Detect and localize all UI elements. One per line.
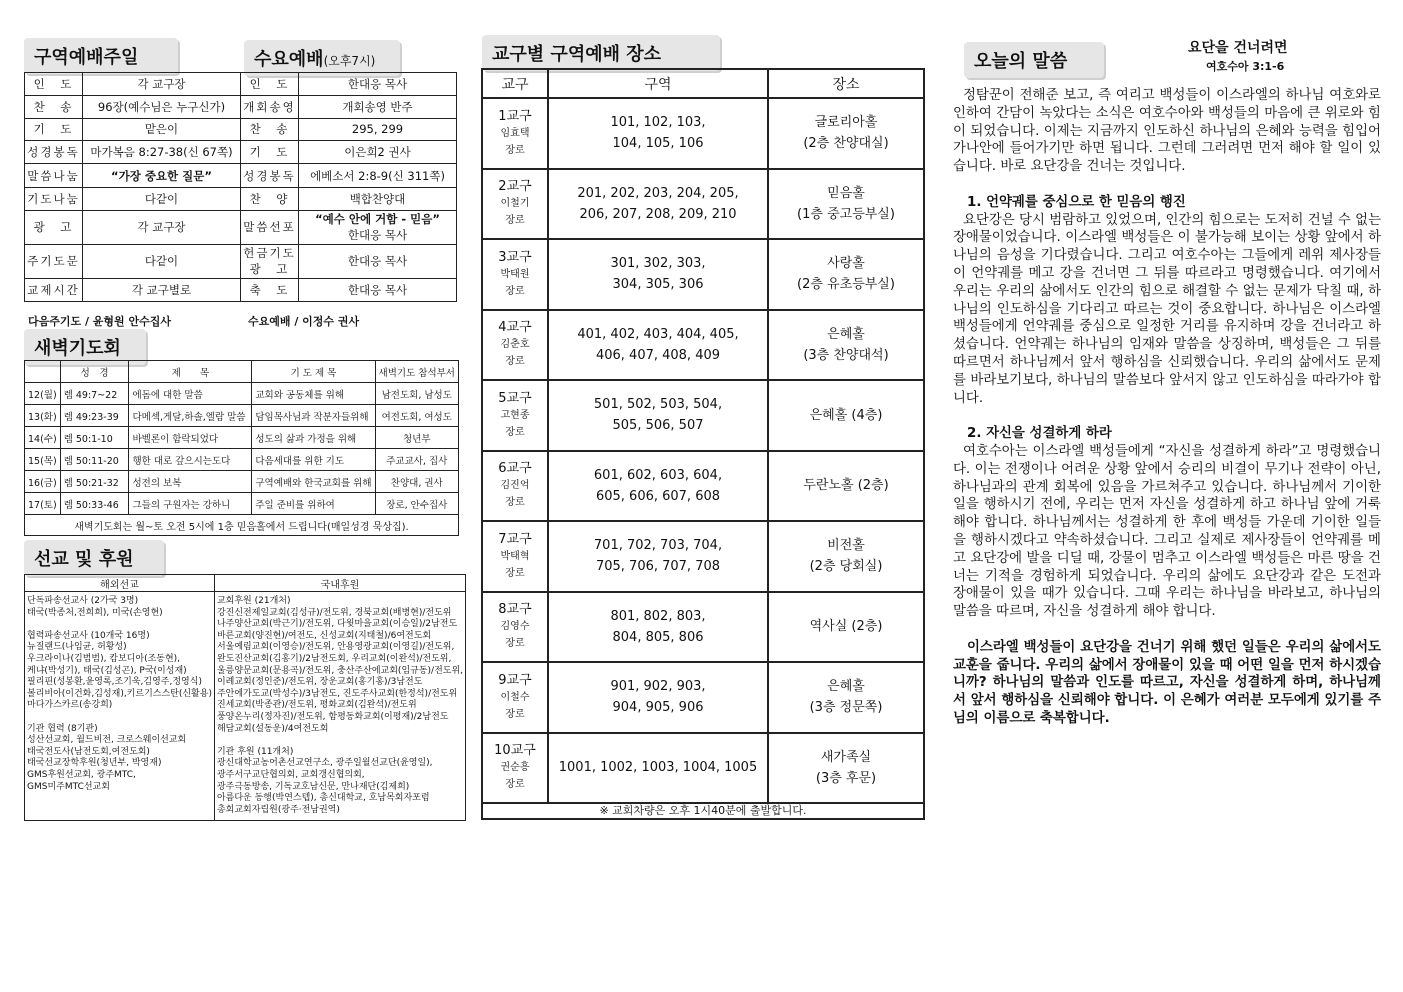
parish-name: 8교구 <box>498 602 532 618</box>
dawn-row <box>25 493 459 515</box>
dawn-row <box>25 383 459 405</box>
sermon-closing: 이스라엘 백성들이 요단강을 건너기 위해 했던 일들은 우리의 삶에서도 교훈을 줍니다. 우리의 삶에서 장애물이 있을 때 어떤 일을 먼저 하시겠습니까? 하나님의 말씀과 인도를 따르고, 자신을 성결하게 하며, 하나님께서 앞서 행하심을 신뢰해야 합니다. 이 은혜가 여러분 모두에게 있기를 주님의 이름으로 축복합니다. <box>953 639 1381 726</box>
parish-place-detail: (2층 찬양대실) <box>803 136 889 152</box>
dawn-col-bible: 성 경 <box>60 361 129 383</box>
sunday-item-label: 기 도 <box>25 118 83 141</box>
parish-areas-line: 101, 102, 103, <box>610 115 706 131</box>
wednesday-item-value <box>299 188 457 211</box>
parish-col-name: 교구 <box>482 69 548 98</box>
mission-line: 태국(박종처,전희희), 미국(손영현) <box>27 607 163 618</box>
mission-table <box>24 574 466 821</box>
parish-leader: 김춘호 <box>500 339 530 351</box>
wednesday-item-label-text: 인 도 <box>249 76 290 91</box>
parish-leader: 김영수 <box>500 621 530 633</box>
parish-areas-line: 201, 202, 203, 204, 205, <box>577 185 739 201</box>
mission-line: GMS후원선교회, 광주MTC, <box>27 769 136 780</box>
mission-line: 성산선교회, 월드비전, 크로스웨이선교회 <box>27 735 187 746</box>
parish-place-detail: (2층 유초등부실) <box>797 277 895 293</box>
mission-line: 광주극동방송, 기독교호남신문, 만나재단(김제희) <box>216 781 410 792</box>
parish-name: 2교구 <box>498 179 532 195</box>
parish-name-cell <box>482 451 548 522</box>
parish-areas-cell <box>548 380 768 451</box>
dawn-bible: 렘 50:1-10 <box>60 427 129 449</box>
mission-line: 바른교회(양진현)/여전도, 신성교회(지태철)/6여전도회 <box>216 630 432 641</box>
parish-name-cell <box>482 310 548 381</box>
sunday-item-value: 각 교구별로 <box>83 278 241 301</box>
parish-name-cell <box>482 662 548 733</box>
parish-header <box>482 35 720 71</box>
wednesday-worship-header <box>244 40 400 76</box>
dawn-department: 청년부 <box>375 427 458 449</box>
wednesday-item-label-text: 성경봉독 <box>243 168 296 183</box>
parish-name-cell <box>482 380 548 451</box>
parish-name-cell <box>482 733 548 804</box>
mission-line: 울릉양문교회(문용곡)/전도위, 충산주산에교회(임규동)/전도위, <box>216 665 464 676</box>
parish-name-cell <box>482 592 548 663</box>
parish-leader-role: 장로 <box>505 215 525 227</box>
mission-line: 단독파송선교사 (2가국 3명) <box>27 596 139 606</box>
parish-name: 5교구 <box>498 390 532 406</box>
parish-row <box>482 521 924 592</box>
parish-place-cell <box>768 98 924 169</box>
dawn-day: 15(목) <box>25 449 61 471</box>
parish-col-place: 장소 <box>768 69 924 98</box>
wednesday-item-label-text: 개회송영 <box>243 99 296 114</box>
parish-name-cell <box>482 169 548 240</box>
parish-leader: 임효택 <box>500 127 530 139</box>
mission-line: 강진신전제일교회(김성규)/전도위, 경북교회(배병현)/전도위 <box>216 607 452 618</box>
wednesday-item-label <box>241 73 299 96</box>
wednesday-prayer-note: 수요예배 / 이정수 권사 <box>248 315 360 328</box>
parish-place-cell <box>768 310 924 381</box>
wednesday-item-label <box>241 278 299 301</box>
parish-areas-line: 304, 305, 306 <box>612 277 704 293</box>
wednesday-item-value-text: 295, 299 <box>351 122 404 137</box>
sunday-item-value: 96장(예수님은 누구신가) <box>83 95 241 118</box>
parish-areas-line: 904, 905, 906 <box>612 700 704 716</box>
parish-leader: 이철기 <box>500 198 530 210</box>
worship-row <box>25 73 457 96</box>
parish-areas-line: 406, 407, 408, 409 <box>595 347 721 363</box>
domestic-support-list <box>214 592 465 821</box>
sunday-item-label: 주기도문 <box>25 244 83 278</box>
dawn-day: 17(토) <box>25 493 61 515</box>
parish-place-detail: (1층 중고등부실) <box>797 206 895 222</box>
dawn-department: 남전도회, 남성도 <box>375 383 458 405</box>
parish-leader-role: 장로 <box>505 497 525 509</box>
sunday-item-value: 마가복음 8:27-38(신 67쪽) <box>83 141 241 164</box>
worship-row <box>25 278 457 301</box>
wednesday-item-label-text: 찬 양 <box>249 192 290 207</box>
parish-place-detail: (3층 후문) <box>815 770 877 786</box>
parish-leader-role: 장로 <box>505 144 525 156</box>
sunday-item-label: 성경봉독 <box>25 141 83 164</box>
wednesday-item-label <box>241 118 299 141</box>
dawn-prayer-title: 새벽기도회 <box>34 338 121 359</box>
parish-name: 9교구 <box>498 672 532 688</box>
parish-place-cell <box>768 662 924 733</box>
wednesday-item-value-text: 한대응 목사 <box>347 282 408 297</box>
dawn-prayer-topic: 구역예배와 한국교회를 위해 <box>252 471 375 493</box>
wednesday-item-label <box>241 95 299 118</box>
wednesday-item-value-text: 한대응 목사 <box>347 228 408 243</box>
dawn-title: 다메섹,게달,하솔,엘람 말씀 <box>129 405 252 427</box>
wednesday-item-label <box>241 141 299 164</box>
worship-row <box>25 210 457 244</box>
dawn-day: 16(금) <box>25 471 61 493</box>
parish-leader: 박태원 <box>500 268 530 280</box>
wednesday-item-label-text: 찬 송 <box>249 122 290 137</box>
todays-word-title: 오늘의 말씀 <box>974 51 1068 72</box>
dawn-prayer-topic: 주일 준비를 위하여 <box>252 493 375 515</box>
dawn-prayer-topic: 성도의 삶과 가정을 위해 <box>252 427 375 449</box>
dawn-title: 성전의 보복 <box>129 471 252 493</box>
parish-leader-role: 장로 <box>505 779 525 791</box>
parish-leader-role: 장로 <box>505 567 525 579</box>
mission-line: 기관 협력 (8기관) <box>27 723 98 734</box>
parish-place: 역사실 (2층) <box>809 619 883 635</box>
mission-line: 광신대학교농어촌선교연구소, 광주일월선교단(윤영일), <box>216 758 433 769</box>
dawn-department: 여전도회, 여성도 <box>375 405 458 427</box>
wednesday-worship-time: (오후7시) <box>323 54 376 68</box>
wednesday-item-value <box>299 210 457 244</box>
wednesday-item-value <box>299 118 457 141</box>
wednesday-item-label-text: 헌금기도 <box>243 246 296 261</box>
sermon-paragraph-1: 요단강은 당시 범람하고 있었으며, 인간의 힘으로는 도저히 건널 수 없는 장애물이었습니다. 이스라엘 백성들은 이 불가능해 보이는 상황 앞에서 하나님의 음성을 기다렸습니다. 그리고 여호수아는 그들에게 레위 제사장들이 언약궤를 메고 강을 건너면 그 뒤를 따르라고 명령했습니다. 여기에서 우리는 우리의 삶에서도 인간의 힘으로 해결할 수 없는 문제가 닥칠 때, 하나님의 인도하심을 기다리고 따르는 것이 중요합니다. 하나님은 이스라엘 백성들에게 언약궤를 중심으로 일정한 거리를 유지하며 강을 건너라고 하셨습니다. 언약궤는 하나님의 임재와 말씀을 상징하며, 백성들은 그 뒤를 따르면서 하나님께서 앞서 행하심을 신뢰했습니다. 우리의 삶에서도 문제를 바라보기보다, 하나님의 말씀보다 앞서지 않고 인도하심을 따라가야 합니다. <box>953 212 1381 406</box>
district-worship-title: 구역예배주일 <box>34 47 139 68</box>
wednesday-item-value-text: “예수 안에 거함 - 믿음” <box>315 212 440 227</box>
worship-order-table <box>24 72 457 302</box>
wednesday-item-label <box>241 244 299 278</box>
sermon-body <box>953 87 1381 728</box>
parish-place-cell <box>768 451 924 522</box>
overseas-mission-list <box>25 592 215 821</box>
mission-line: 완도진산교회(김홍기)/2남전도회, 우리교회(이완석)/전도위, <box>216 653 452 664</box>
parish-row <box>482 662 924 733</box>
mission-line: 우크라이나(김범범), 캄보디아(조동현), <box>27 653 181 664</box>
sunday-item-value: 다같이 <box>83 188 241 211</box>
mission-line: GMS미주MTC선교회 <box>27 781 110 792</box>
parish-place: 새가족실 <box>820 749 872 765</box>
todays-word-header <box>964 42 1104 78</box>
mission-line: 기관 후원 (11개처) <box>216 746 294 757</box>
mission-line: 총회교회자립원(광주·전남권역) <box>216 804 340 815</box>
sunday-item-value: 각 교구장 <box>83 210 241 244</box>
mission-line: 협력파송선교사 (10개국 16명) <box>27 630 150 641</box>
dawn-row <box>25 449 459 471</box>
parish-name: 10교구 <box>494 743 536 759</box>
parish-title: 교구별 구역예배 장소 <box>492 44 662 65</box>
parish-row <box>482 733 924 804</box>
sunday-item-value: 맡은이 <box>83 118 241 141</box>
dawn-department: 장로, 안수집사 <box>375 493 458 515</box>
parish-row <box>482 451 924 522</box>
parish-location-table <box>481 68 925 820</box>
worship-row <box>25 95 457 118</box>
parish-name-cell <box>482 239 548 310</box>
parish-name: 1교구 <box>498 108 532 124</box>
worship-row <box>25 244 457 278</box>
worship-row <box>25 118 457 141</box>
mission-line: 광주서구교단협의회, 교회갱신협의회, <box>216 769 365 780</box>
dawn-title: 그들의 구원자는 강하니 <box>129 493 252 515</box>
wednesday-item-value-text: 백합찬양대 <box>349 192 406 207</box>
parish-areas-line: 1001, 1002, 1003, 1004, 1005 <box>558 760 758 776</box>
wednesday-item-label-text: 축 도 <box>249 282 290 297</box>
sermon-heading-2: 2. 자신을 성결하게 하라 <box>967 426 1112 442</box>
overseas-mission-header: 해외선교 <box>25 575 215 592</box>
parish-leader: 박태혁 <box>500 550 530 562</box>
parish-name: 4교구 <box>498 320 532 336</box>
parish-areas-line: 701, 702, 703, 704, <box>593 538 723 554</box>
parish-leader: 이철수 <box>500 691 530 703</box>
wednesday-item-value <box>299 95 457 118</box>
parish-leader-role: 장로 <box>505 426 525 438</box>
mission-line: 풍양온누리(정자진)/전도위, 함평동화교회(이평재)/2남전도 <box>216 711 449 722</box>
parish-leader-role: 장로 <box>505 285 525 297</box>
mission-line: 케냐(박성기), 태국(김성곤), P국(이성재) <box>27 665 187 676</box>
parish-areas-line: 401, 402, 403, 404, 405, <box>577 326 739 342</box>
dawn-title: 행한 대로 갚으시는도다 <box>129 449 252 471</box>
parish-areas-line: 801, 802, 803, <box>610 608 706 624</box>
parish-place-cell <box>768 733 924 804</box>
parish-footer-row <box>482 803 924 819</box>
dawn-col-title: 제 목 <box>129 361 252 383</box>
parish-name: 7교구 <box>498 531 532 547</box>
sermon-paragraph-2: 여호수아는 이스라엘 백성들에게 “자신을 성결하게 하라”고 명령했습니다. 이는 전쟁이나 어려운 상황 앞에서 승리의 비결이 무기나 전략이 아닌, 하나님과의 관계 회복에 있음을 가르쳐주고 있습니다. 하나님께서 기이한 일을 행하시기 전에, 우리는 먼저 자신을 성결하게 하고 하나님 앞에 거룩해야 합니다. 하나님께서는 성결하게 한 후에 백성들 가운데 기이한 일들을 행하시겠다고 약속하셨습니다. 그리고 실제로 제사장들이 언약궤를 메고 요단강에 발을 디딜 때, 강물이 멈추고 이스라엘 백성들은 마른 땅을 건너는 기적을 경험하게 되었습니다. 우리의 삶에도 요단강과 같은 도전과 장애물이 있을 때가 있습니다. 그때 우리는 하나님을 바라보고, 하나님의 말씀을 따르며, 자신을 성결하게 해야 합니다. <box>953 443 1382 620</box>
dawn-col-dept: 새벽기도 참석부서 <box>375 361 458 383</box>
mission-line: 필리핀(성봉환,윤영록,조기욱,김영주,정영식) <box>27 677 202 688</box>
wednesday-item-value-text: 한대응 목사 <box>347 76 408 91</box>
next-prayer-note: 다음주기도 / 윤형원 안수집사 <box>28 315 172 328</box>
dawn-day: 13(화) <box>25 405 61 427</box>
parish-place-cell <box>768 521 924 592</box>
wednesday-item-value <box>299 141 457 164</box>
wednesday-item-value-text: 한대응 목사 <box>347 254 408 269</box>
parish-place-cell <box>768 592 924 663</box>
mission-line <box>27 619 212 631</box>
parish-areas-line: 705, 706, 707, 708 <box>595 559 721 575</box>
dawn-prayer-table <box>24 360 459 536</box>
dawn-footer-row <box>25 515 459 536</box>
dawn-bible: 렘 49:23-39 <box>60 405 129 427</box>
parish-leader: 고현종 <box>500 409 530 421</box>
wednesday-item-label-text: 광 고 <box>249 262 290 277</box>
dawn-day: 14(수) <box>25 427 61 449</box>
dawn-prayer-topic: 담임목사님과 작분자들위해 <box>252 405 375 427</box>
dawn-row <box>25 471 459 493</box>
parish-leader-role: 장로 <box>505 638 525 650</box>
mission-line <box>27 712 212 724</box>
mission-line: 교회후원 (21개처) <box>216 596 291 606</box>
parish-place-detail: (3층 찬양대석) <box>803 347 889 363</box>
parish-row <box>482 239 924 310</box>
dawn-row <box>25 405 459 427</box>
parish-areas-cell <box>548 733 768 804</box>
dawn-bible: 렘 50:11-20 <box>60 449 129 471</box>
parish-leader-role: 장로 <box>505 356 525 368</box>
wednesday-item-label <box>241 188 299 211</box>
mission-title: 선교 및 후원 <box>34 549 134 570</box>
sermon-title: 요단을 건너려면 <box>1188 40 1288 56</box>
parish-place-cell <box>768 380 924 451</box>
parish-col-areas: 구역 <box>548 69 768 98</box>
parish-place: 은혜홀 (4층) <box>809 407 883 423</box>
parish-place-detail: (3층 정문쪽) <box>809 700 883 716</box>
mission-line: 마다가스카르(송강희) <box>27 700 113 711</box>
wednesday-item-value-text: 에베소서 2:8-9(신 311쪽) <box>310 168 445 183</box>
parish-areas-line: 301, 302, 303, <box>610 256 706 272</box>
dawn-prayer-topic: 다음세대를 위한 기도 <box>252 449 375 471</box>
dawn-header-row <box>25 361 459 383</box>
parish-place-cell <box>768 169 924 240</box>
dawn-col-prayer: 기 도 제 목 <box>252 361 375 383</box>
district-worship-header <box>24 38 178 74</box>
parish-areas-line: 501, 502, 503, 504, <box>593 397 723 413</box>
mission-line: 진세교회(박종관)/전도위, 평화교회(김완석)/전도위 <box>216 700 417 711</box>
wednesday-item-value-text: 개회송영 반주 <box>342 99 413 114</box>
sunday-item-label: 찬 송 <box>25 95 83 118</box>
mission-line: 아름다운 동행(박연스텝), 총신대학교, 호남목회자포럼 <box>216 793 430 804</box>
dawn-title: 에돔에 대한 말씀 <box>129 383 252 405</box>
wednesday-item-label <box>241 210 299 244</box>
parish-areas-line: 605, 606, 607, 608 <box>595 488 721 504</box>
parish-areas-cell <box>548 239 768 310</box>
dawn-prayer-topic: 교회와 공동체를 위해 <box>252 383 375 405</box>
parish-place: 두란노홀 (2층) <box>803 478 889 494</box>
sunday-item-value: “가장 중요한 질문” <box>83 164 241 188</box>
mission-line: 뉴질랜드(나임균, 허황성) <box>27 642 127 653</box>
mission-line: 해담교회(설동운)/4여전도회 <box>216 723 329 734</box>
dawn-day: 12(월) <box>25 383 61 405</box>
mission-line <box>217 735 463 747</box>
mission-line: 태국선교장학후원(청년부, 박영재) <box>27 758 162 769</box>
parish-name-cell <box>482 98 548 169</box>
wednesday-item-label-text: 말씀선포 <box>243 220 296 235</box>
dawn-footer-note: 새벽기도회는 월~토 오전 5시에 1층 믿음홀에서 드립니다(매일성경 묵상집). <box>25 515 459 536</box>
worship-row <box>25 141 457 164</box>
wednesday-item-value <box>299 73 457 96</box>
parish-place: 믿음홀 <box>827 185 865 201</box>
parish-place: 사랑홀 <box>827 256 865 272</box>
mission-line: 볼리비아(이건화,김성재),키르기스스탄(신활용) <box>27 688 212 699</box>
mission-line: 나주양산교회(박근기)/전도위, 다윗마을교회(이승일)/2남전도 <box>216 619 458 630</box>
sunday-item-value: 각 교구장 <box>83 73 241 96</box>
sunday-item-label: 교제시간 <box>25 278 83 301</box>
sunday-item-label: 말씀나눔 <box>25 164 83 188</box>
parish-footer-note: ※ 교회차량은 오후 1시40분에 출발합니다. <box>482 803 924 819</box>
parish-name: 3교구 <box>498 249 532 265</box>
parish-place: 비전홀 <box>827 538 865 554</box>
parish-row <box>482 592 924 663</box>
parish-areas-cell <box>548 310 768 381</box>
dawn-row <box>25 427 459 449</box>
dawn-bible: 렘 49:7~22 <box>60 383 129 405</box>
dawn-bible: 렘 50:33-46 <box>60 493 129 515</box>
wednesday-item-label <box>241 164 299 188</box>
mission-line: 주안에가도교(박성수)/3남전도, 진도주사교회(한정석)/전도위 <box>216 688 458 699</box>
parish-place: 은혜홀 <box>827 326 865 342</box>
worship-row <box>25 188 457 211</box>
dawn-title: 바벨론이 함락되었다 <box>129 427 252 449</box>
parish-place-cell <box>768 239 924 310</box>
parish-place-detail: (2층 당회실) <box>809 559 883 575</box>
wednesday-item-value-text: 이은희2 권사 <box>344 145 411 160</box>
parish-areas-line: 804, 805, 806 <box>612 629 704 645</box>
parish-row <box>482 169 924 240</box>
wednesday-item-value <box>299 244 457 278</box>
sunday-item-value: 다같이 <box>83 244 241 278</box>
sermon-reference: 여호수아 3:1-6 <box>1206 60 1285 73</box>
dawn-department: 주교교사, 집사 <box>375 449 458 471</box>
parish-leader: 권순흥 <box>500 762 530 774</box>
parish-areas-line: 505, 506, 507 <box>612 418 704 434</box>
worship-row <box>25 164 457 188</box>
wednesday-worship-title: 수요예배 <box>254 49 324 70</box>
sermon-intro: 정탐꾼이 전해준 보고, 즉 여리고 백성들이 이스라엘의 하나님 여호와로 인하여 간담이 녹았다는 소식은 여호수아와 백성들의 마음에 큰 위로와 힘이 되었습니다. 이제는 지금까지 인도하신 하나님의 은혜와 능력을 힘입어 가나안에 들어가기만 하면 됩니다. 그런데 그러려면 먼저 해야 할 일이 있습니다. 바로 요단강을 건너는 것입니다. <box>953 88 1381 175</box>
parish-areas-cell <box>548 451 768 522</box>
parish-name: 6교구 <box>498 461 532 477</box>
sunday-item-label: 광 고 <box>25 210 83 244</box>
mission-line: 태국전도사(남전도회,여전도회) <box>27 746 150 757</box>
sunday-item-label: 기도나눔 <box>25 188 83 211</box>
parish-areas-line: 206, 207, 208, 209, 210 <box>579 206 737 222</box>
parish-row <box>482 310 924 381</box>
mission-line: 이례교회(정인준)/전도위, 장운교회(홍기홍)/3남전도 <box>216 677 423 688</box>
sunday-item-label: 인 도 <box>25 73 83 96</box>
dawn-bible: 렘 50:21-32 <box>60 471 129 493</box>
parish-areas-cell <box>548 169 768 240</box>
parish-place: 글로리아홀 <box>814 115 878 131</box>
parish-row <box>482 380 924 451</box>
parish-areas-cell <box>548 98 768 169</box>
parish-areas-line: 104, 105, 106 <box>612 136 704 152</box>
wednesday-item-value <box>299 278 457 301</box>
parish-place: 은혜홀 <box>827 679 865 695</box>
sermon-heading-1: 1. 언약궤를 중심으로 한 믿음의 행진 <box>967 194 1186 210</box>
parish-leader: 김진억 <box>500 480 530 492</box>
wednesday-item-label-text: 기 도 <box>249 145 290 160</box>
domestic-support-header: 국내후원 <box>214 575 465 592</box>
mission-header <box>24 540 164 576</box>
parish-leader-role: 장로 <box>505 708 525 720</box>
dawn-department: 찬양대, 권사 <box>375 471 458 493</box>
parish-areas-cell <box>548 592 768 663</box>
parish-areas-line: 901, 902, 903, <box>610 679 706 695</box>
parish-row <box>482 98 924 169</box>
parish-areas-cell <box>548 662 768 733</box>
parish-areas-cell <box>548 521 768 592</box>
parish-name-cell <box>482 521 548 592</box>
parish-areas-line: 601, 602, 603, 604, <box>593 467 723 483</box>
wednesday-item-value <box>299 164 457 188</box>
mission-line: 서울예림교회(이영승)/전도위, 안용영광교회(이영길)/전도위, <box>216 642 455 653</box>
